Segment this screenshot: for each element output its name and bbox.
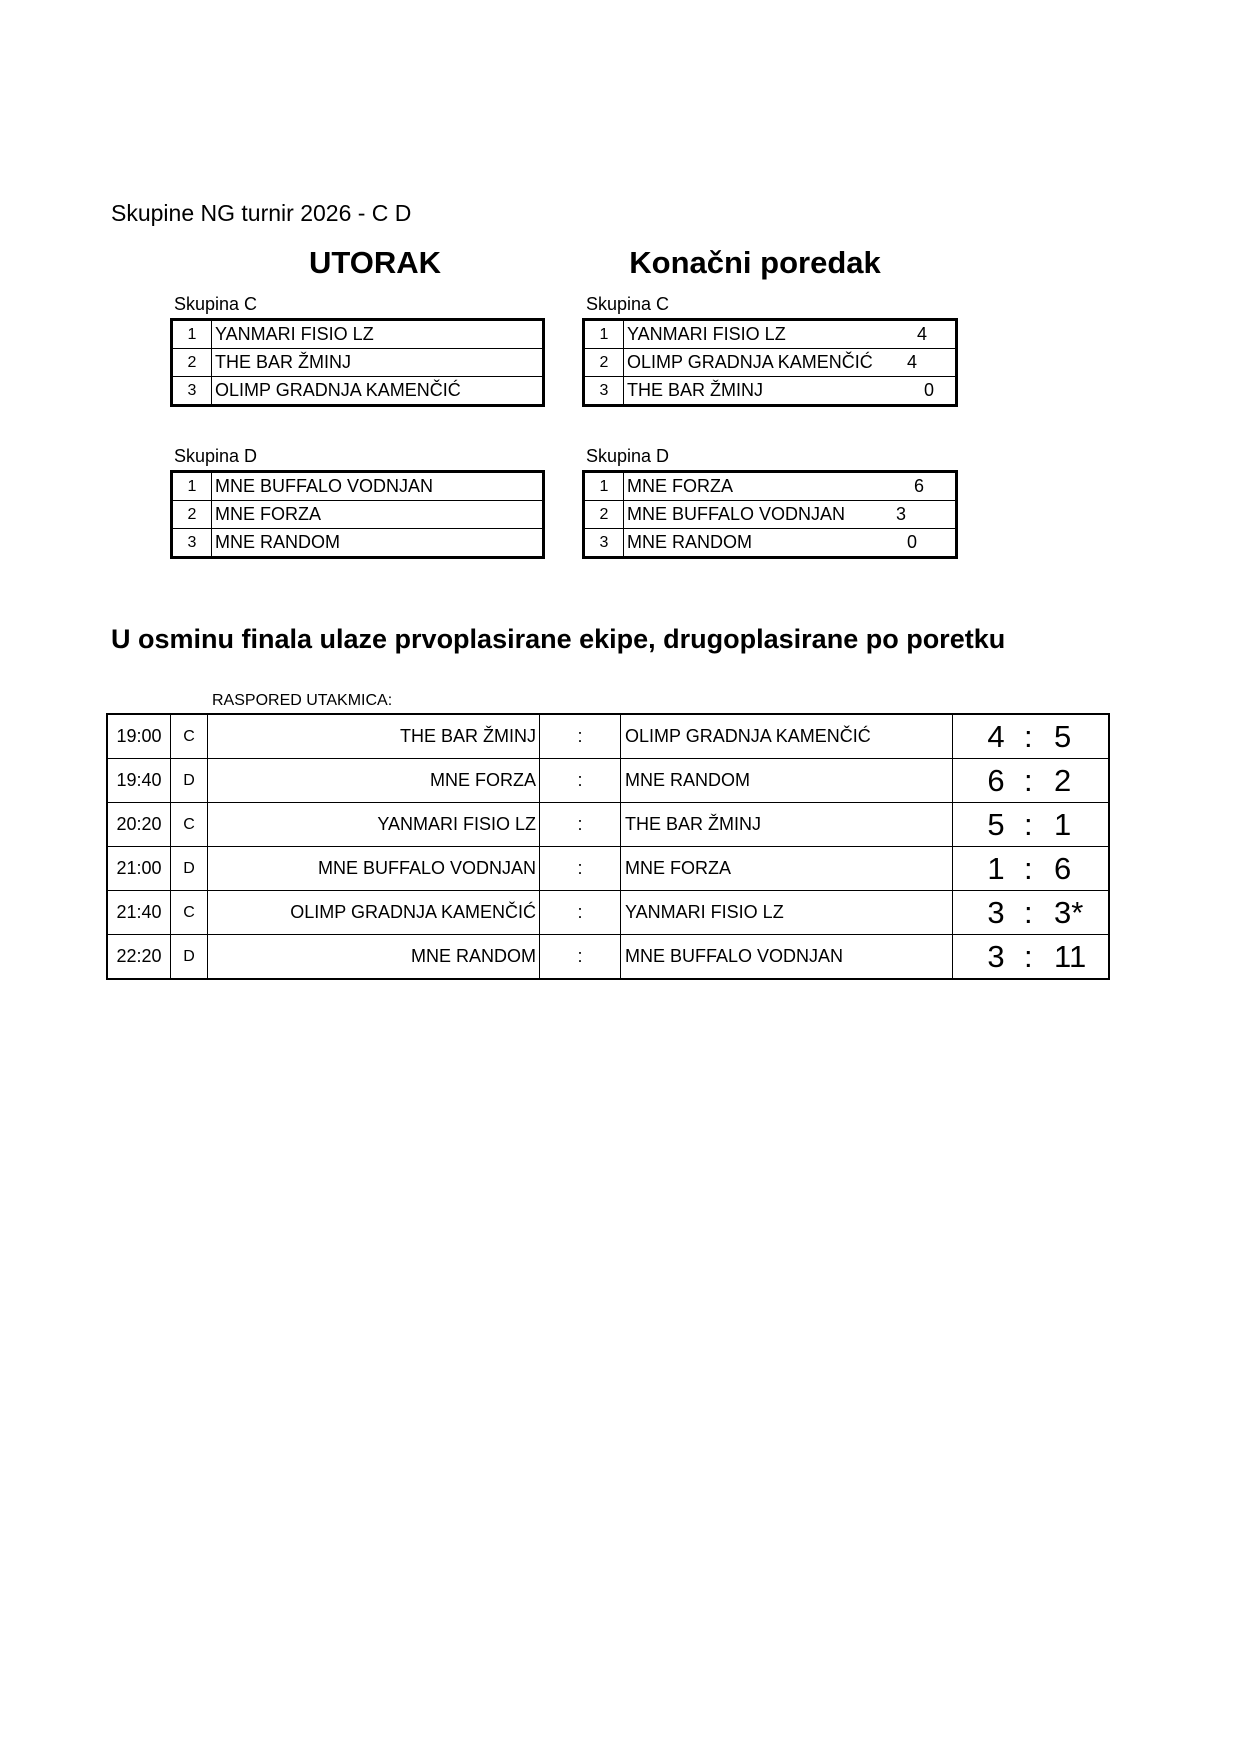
match-time: 19:40 [107,759,171,803]
home-score: 1 [987,851,1005,886]
score-separator: : [1024,939,1033,974]
versus-separator: : [540,714,621,759]
match-time: 22:20 [107,935,171,980]
match-row [107,847,1109,891]
away-score: 1 [1054,807,1072,842]
table-row [172,501,544,529]
match-group: C [171,803,208,847]
team-name: MNE BUFFALO VODNJAN [627,504,846,524]
away-score: 11 [1054,939,1087,974]
schedule-table [106,713,1110,980]
away-score: 6 [1054,851,1072,886]
match-group: C [171,714,208,759]
score-separator: : [1024,895,1033,930]
home-score: 6 [987,763,1005,798]
table-row [584,529,957,558]
match-score [953,847,1110,891]
points: 0 [924,380,935,400]
score-separator: : [1024,719,1033,754]
match-time: 21:00 [107,847,171,891]
score-separator: : [1024,851,1033,886]
home-team: MNE BUFFALO VODNJAN [208,847,540,891]
schedule-label: RASPORED UTAKMICA: [212,692,393,709]
position: 1 [584,320,624,349]
standings-group-c-table [582,318,958,407]
versus-separator: : [540,759,621,803]
points: 4 [917,324,928,344]
team-name: THE BAR ŽMINJ [212,349,544,377]
position: 3 [584,529,624,558]
position: 3 [172,529,212,558]
qualification-note: U osminu finala ulaze prvoplasirane ekipe, drugoplasirane po poretku [111,624,1006,654]
match-score [953,803,1110,847]
versus-separator: : [540,891,621,935]
away-team: THE BAR ŽMINJ [621,803,953,847]
position: 2 [584,349,624,377]
position: 3 [584,377,624,406]
points: 3 [896,504,907,524]
away-team: MNE BUFFALO VODNJAN [621,935,953,980]
match-row [107,891,1109,935]
team-name: MNE RANDOM [627,532,752,552]
home-team: YANMARI FISIO LZ [208,803,540,847]
match-score [953,714,1110,759]
match-group: D [171,847,208,891]
team-name: THE BAR ŽMINJ [627,380,764,400]
home-score: 5 [987,807,1005,842]
table-row [172,377,544,406]
match-score [953,891,1110,935]
away-score: 5 [1054,719,1072,754]
home-team: THE BAR ŽMINJ [208,714,540,759]
away-score: 2 [1054,763,1072,798]
standings-heading: Konačni poredak [629,245,881,280]
versus-separator: : [540,847,621,891]
standings-group-c-label: Skupina C [586,294,670,314]
standings-group-d-label: Skupina D [586,446,670,466]
match-group: D [171,759,208,803]
draw-group-c-table [170,318,545,407]
match-row [107,759,1109,803]
away-team: YANMARI FISIO LZ [621,891,953,935]
team-name: OLIMP GRADNJA KAMENČIĆ [627,352,873,372]
table-row [584,501,957,529]
position: 1 [172,472,212,501]
away-score: 3* [1054,895,1084,930]
away-team: OLIMP GRADNJA KAMENČIĆ [621,714,953,759]
points: 4 [907,352,918,372]
away-team: MNE RANDOM [621,759,953,803]
position: 2 [584,501,624,529]
match-time: 19:00 [107,714,171,759]
team-name: MNE BUFFALO VODNJAN [212,472,544,501]
match-row [107,935,1109,980]
draw-group-d-label: Skupina D [174,446,258,466]
draw-group-c-label: Skupina C [174,294,258,314]
position: 1 [584,472,624,501]
team-name: MNE FORZA [212,501,544,529]
position: 2 [172,501,212,529]
document-title: Skupine NG turnir 2026 - C D [111,200,412,226]
versus-separator: : [540,935,621,980]
table-row [584,377,957,406]
table-row [172,320,544,349]
position: 1 [172,320,212,349]
position: 2 [172,349,212,377]
table-row [172,472,544,501]
table-row [584,320,957,349]
away-team: MNE FORZA [621,847,953,891]
home-score: 3 [987,895,1005,930]
table-row [584,472,957,501]
draw-heading: UTORAK [308,245,442,280]
match-row [107,714,1109,759]
match-score [953,935,1110,980]
table-row [584,349,957,377]
draw-group-d-table [170,470,545,559]
points: 0 [907,532,918,552]
match-time: 20:20 [107,803,171,847]
home-score: 4 [987,719,1005,754]
match-group: C [171,891,208,935]
home-team: OLIMP GRADNJA KAMENČIĆ [208,891,540,935]
standings-group-d-table [582,470,958,559]
team-name: MNE RANDOM [212,529,544,558]
team-name: YANMARI FISIO LZ [627,324,786,344]
home-team: MNE FORZA [208,759,540,803]
table-row [172,529,544,558]
versus-separator: : [540,803,621,847]
score-separator: : [1024,807,1033,842]
table-row [172,349,544,377]
points: 6 [914,476,925,496]
match-time: 21:40 [107,891,171,935]
score-separator: : [1024,763,1033,798]
team-name: YANMARI FISIO LZ [212,320,544,349]
home-score: 3 [987,939,1005,974]
match-group: D [171,935,208,980]
team-name: OLIMP GRADNJA KAMENČIĆ [212,377,544,406]
match-row [107,803,1109,847]
team-name: MNE FORZA [627,476,733,496]
home-team: MNE RANDOM [208,935,540,980]
match-score [953,759,1110,803]
position: 3 [172,377,212,406]
